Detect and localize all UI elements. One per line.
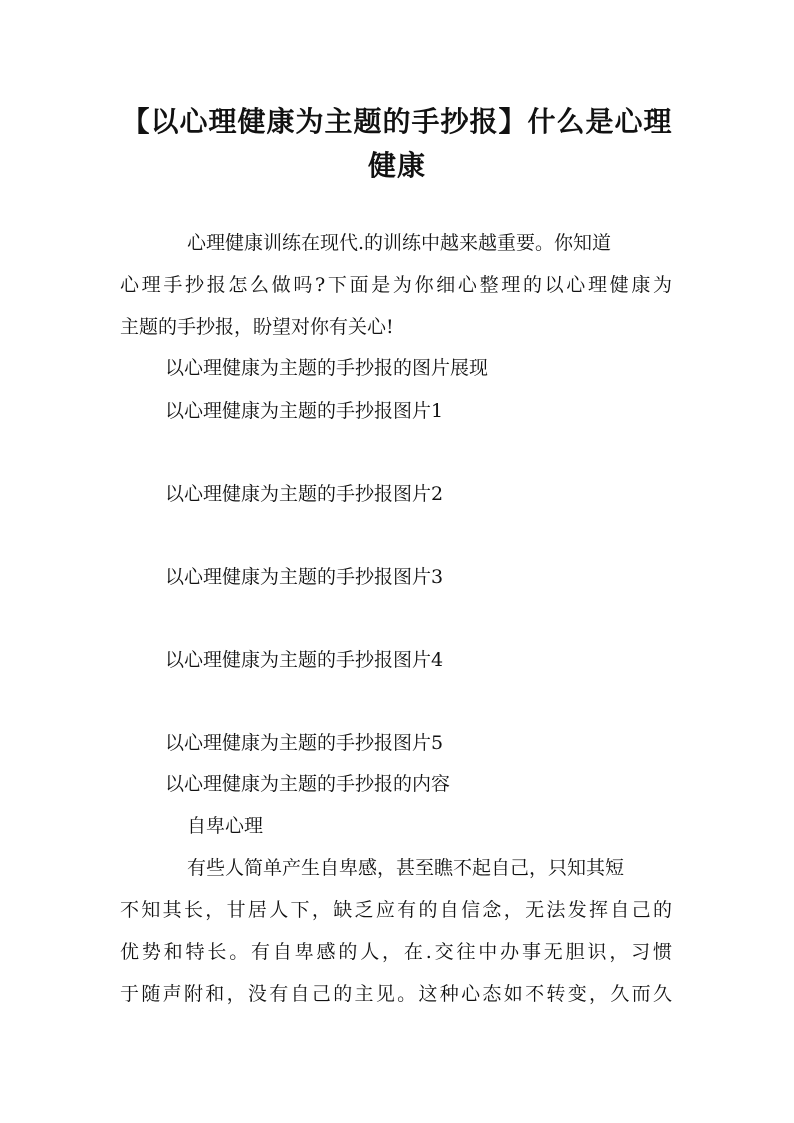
body-line-2: 不知其长，甘居人下，缺乏应有的自信念，无法发挥自己的 (120, 899, 672, 921)
picture-caption-5: 以心理健康为主题的手抄报图片5 (165, 732, 444, 754)
subheading: 自卑心理 (187, 815, 264, 837)
intro-line-1: 心理健康训练在现代.的训练中越来越重要。你知道 (187, 232, 612, 254)
intro-line-3: 主题的手抄报，盼望对你有关心! (120, 316, 394, 338)
picture-caption-1: 以心理健康为主题的手抄报图片1 (165, 400, 444, 422)
intro-line-2: 心理手抄报怎么做吗?下面是为你细心整理的以心理健康为 (120, 274, 672, 296)
page-title-line-1: 【以心理健康为主题的手抄报】什么是心理 (121, 105, 673, 138)
gallery-heading: 以心理健康为主题的手抄报的图片展现 (165, 357, 489, 379)
body-line-4: 于随声附和，没有自己的主见。这种心态如不转变，久而久 (120, 983, 672, 1005)
picture-caption-4: 以心理健康为主题的手抄报图片4 (165, 649, 444, 671)
body-line-3: 优势和特长。有自卑感的人，在.交往中办事无胆识，习惯 (120, 941, 672, 963)
picture-caption-3: 以心理健康为主题的手抄报图片3 (165, 566, 444, 588)
body-line-1: 有些人简单产生自卑感，甚至瞧不起自己，只知其短 (187, 857, 625, 879)
page-title-line-2: 健康 (367, 149, 426, 182)
picture-caption-2: 以心理健康为主题的手抄报图片2 (165, 483, 444, 505)
content-heading: 以心理健康为主题的手抄报的内容 (165, 773, 451, 795)
